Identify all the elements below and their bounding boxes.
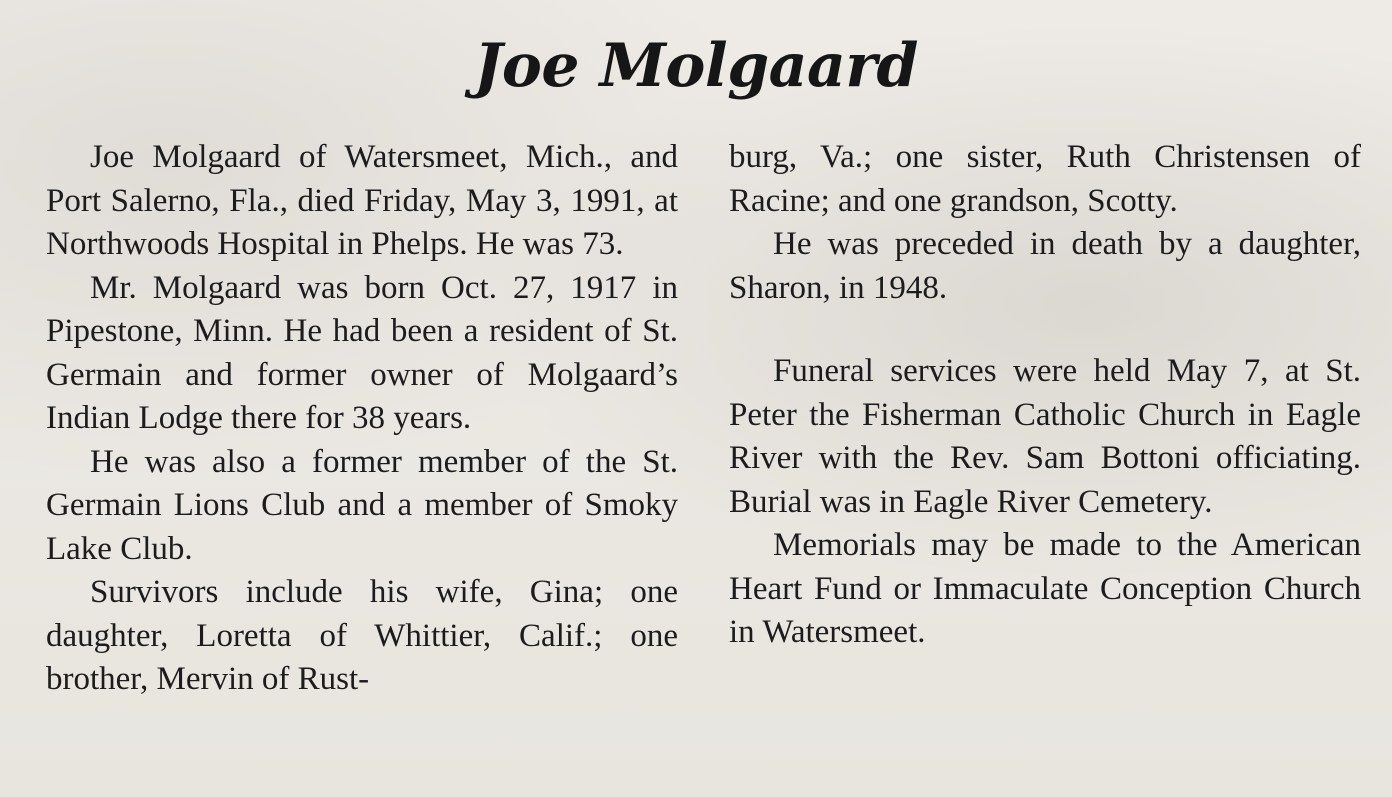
right-column [729, 136, 1361, 655]
obituary-headline: Joe Molgaard [474, 31, 918, 101]
paragraph-survivors-continued: burg, Va.; one sister, Ruth Christensen of Racine; and one grandson, Scotty. [729, 139, 1361, 219]
paragraph-survivors: Survivors include his wife, Gina; one daughter, Loretta of Whittier, Calif.; one brother, Mervin of Rust- [46, 574, 678, 697]
left-column [46, 136, 678, 702]
paragraph-memberships: He was also a former member of the St. Germain Lions Club and a member of Smoky Lake Club. [46, 443, 678, 567]
paragraph-biography: Mr. Molgaard was born Oct. 27, 1917 in Pipestone, Minn. He had been a resident of St. Germain and former owner of Molgaard’s Indian Lodge there for 38 years. [46, 269, 678, 436]
paragraph-death-notice: Joe Molgaard of Watersmeet, Mich., and Port Salerno, Fla., died Friday, May 3, 1991, at Northwoods Hospital in Phelps. He was 73. [46, 139, 678, 262]
paragraph-memorials: Memorials may be made to the American Heart Fund or Immaculate Conception Church in Watersmeet. [729, 527, 1361, 650]
paragraph-funeral-services: Funeral services were held May 7, at St. Peter the Fisherman Catholic Church in Eagle River with the Rev. Sam Bottoni officiating. Burial was in Eagle River Cemetery. [729, 353, 1361, 520]
paragraph-preceded-in-death: He was preceded in death by a daughter, Sharon, in 1948. [729, 226, 1361, 306]
